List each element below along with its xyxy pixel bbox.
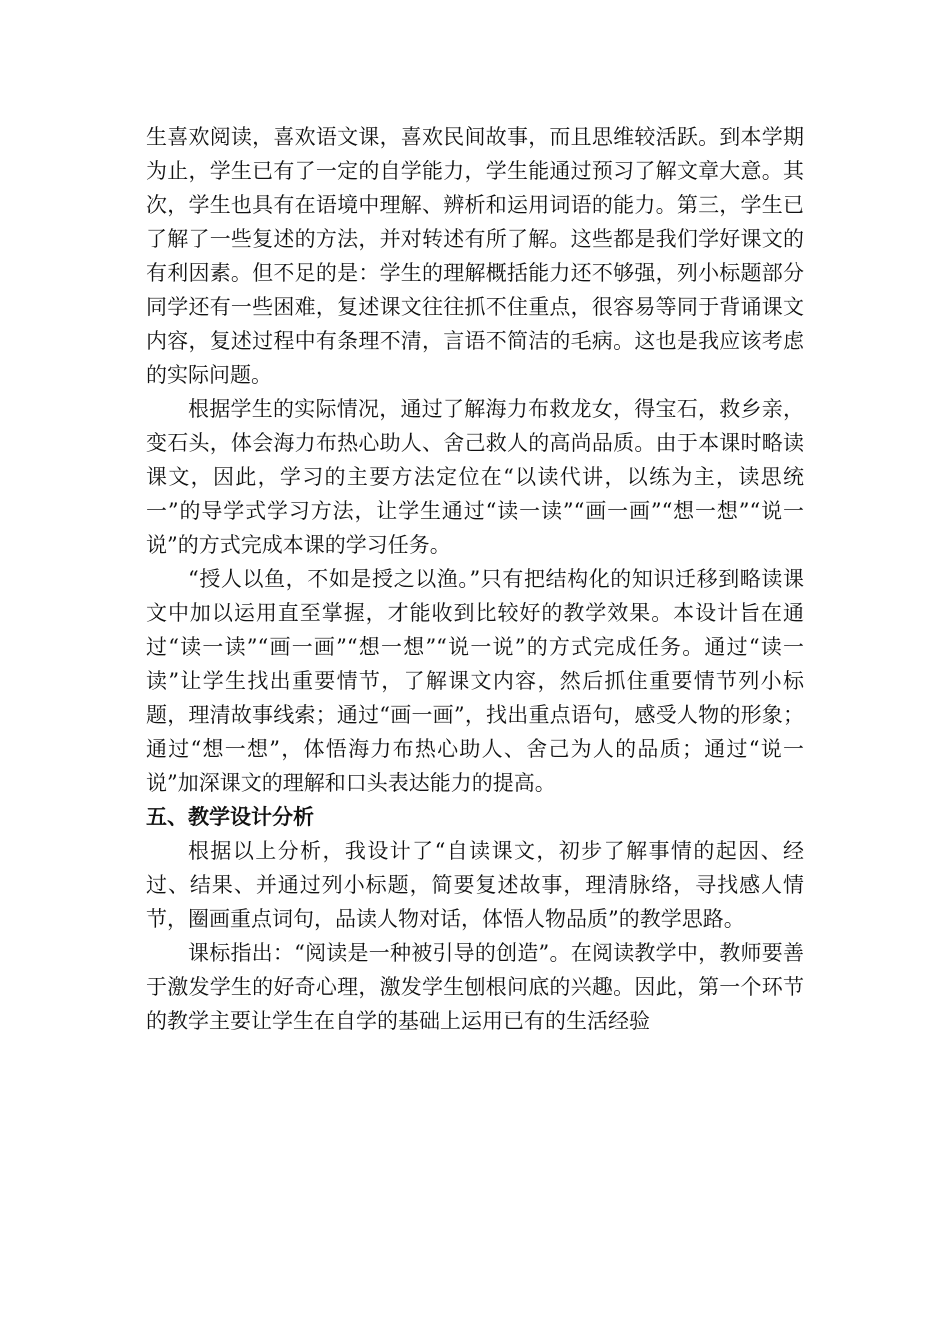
paragraph-curriculum-standard: 课标指出：“阅读是一种被引导的创造”。在阅读教学中，教师要善于激发学生的好奇心理，激发学生刨根问底的兴趣。因此，第一个环节的教学主要让学生在自学的基础上运用已有的生活经验 (146, 941, 804, 1033)
section-heading: 五、教学设计分析 (146, 804, 314, 829)
paragraph-design-idea: 根据以上分析，我设计了“自读课文，初步了解事情的起因、经过、结果、并通过列小标题，简要复述故事，理清脉络，寻找感人情节，圈画重点词句，品读人物对话，体悟人物品质”的教学思路。 (146, 839, 804, 931)
paragraph-student-analysis: 生喜欢阅读，喜欢语文课，喜欢民间故事，而且思维较活跃。到本学期为止，学生已有了一定的自学能力，学生能通过预习了解文章大意。其次，学生也具有在语境中理解、辨析和运用词语的能力。第三，学生已了解了一些复述的方法，并对转述有所了解。这些都是我们学好课文的有利因素。但不足的是：学生的理解概括能力还不够强，列小标题部分同学还有一些困难，复述课文往往抓不住重点，很容易等同于背诵课文内容，复述过程中有条理不清，言语不简洁的毛病。这也是我应该考虑的实际问题。 (146, 125, 804, 387)
paragraph-learning-method: 根据学生的实际情况，通过了解海力布救龙女，得宝石，救乡亲，变石头，体会海力布热心助人、舍己救人的高尚品质。由于本课时略读课文，因此，学习的主要方法定位在“以读代讲，以练为主，读思统一”的导学式学习方法，让学生通过“读一读”“画一画”“想一想”“说一说”的方式完成本课的学习任务。 (146, 397, 804, 557)
document-body (146, 120, 804, 1038)
paragraph-design-intent: “授人以鱼，不如是授之以渔。”只有把结构化的知识迁移到略读课文中加以运用直至掌握，才能收到比较好的教学效果。本设计旨在通过“读一读”“画一画”“想一想”“说一说”的方式完成任务。通过“读一读”让学生找出重要情节，了解课文内容，然后抓住重要情节列小标题，理清故事线索；通过“画一画”，找出重点语句，感受人物的形象；通过“想一想”，体悟海力布热心助人、舍己为人的品质；通过“说一说”加深课文的理解和口头表达能力的提高。 (146, 567, 804, 795)
